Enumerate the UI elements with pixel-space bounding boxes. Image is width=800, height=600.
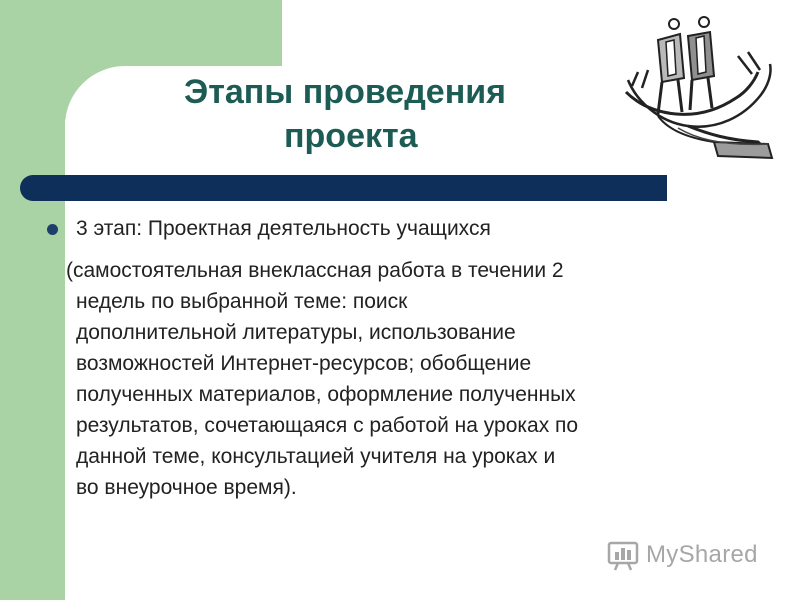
body-line: во внеурочное время). (76, 476, 297, 499)
watermark-text: MyShared (646, 541, 758, 568)
body-line: недель по выбранной теме: поиск (76, 290, 408, 313)
bullet-text: 3 этап: Проектная деятельность учащихся (76, 217, 491, 240)
people-on-hands-icon (618, 12, 778, 162)
bullet-marker (47, 224, 58, 235)
body-line: (самостоятельная внеклассная работа в течении 2 (66, 259, 564, 282)
body-line: результатов, сочетающаяся с работой на уроках по (76, 414, 579, 437)
slide-title (140, 70, 620, 158)
title-line-1: Этапы проведения (184, 73, 506, 111)
myshared-logo-icon (606, 538, 640, 572)
body-line: возможностей Интернет-ресурсов; обобщение (76, 352, 532, 375)
body-paragraph (66, 255, 756, 503)
body-line: дополнительной литературы, использование (76, 321, 516, 344)
body-line: полученных материалов, оформление полученных (76, 383, 576, 406)
body-line: данной теме, консультацией учителя на уроках и (76, 445, 556, 468)
watermark (606, 536, 758, 574)
title-line-2: проекта (284, 117, 418, 155)
title-divider-bar (20, 175, 667, 201)
